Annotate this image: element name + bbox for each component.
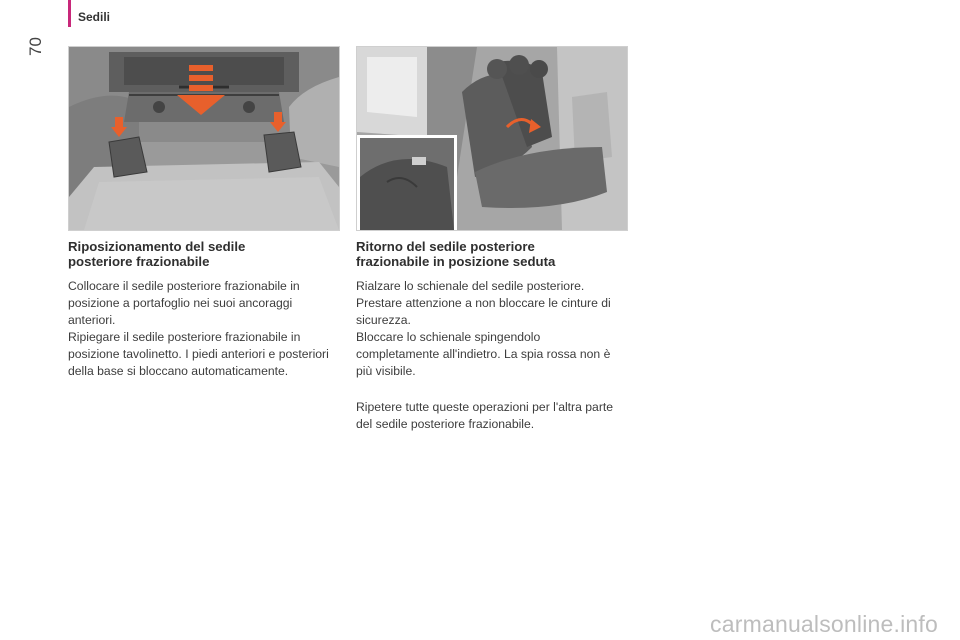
left-column	[68, 239, 338, 380]
section-accent-bar	[68, 0, 71, 27]
section-title: Sedili	[78, 10, 111, 24]
left-paragraph-1: Collocare il sedile posteriore frazionabile in posizione a portafoglio nei suoi ancoraggi anteriori.	[68, 279, 300, 327]
rear-seat-raise-illustration	[357, 47, 627, 230]
figure-seat-anchors	[68, 46, 340, 231]
left-heading	[68, 239, 338, 269]
right-paragraph-2: Bloccare lo schienale spingendolo completamente all'indietro. La spia rossa non è più visibile.	[356, 330, 611, 378]
folded-seat-anchor-illustration	[69, 47, 339, 230]
right-paragraph-1: Rialzare lo schienale del sedile posteriore. Prestare attenzione a non bloccare le cinture di sicurezza.	[356, 279, 611, 327]
right-heading-line1: Ritorno del sedile posteriore	[356, 239, 535, 254]
right-heading-line2: frazionabile in posizione seduta	[356, 254, 556, 269]
right-column	[356, 239, 626, 433]
left-heading-line1: Riposizionamento del sedile	[68, 239, 246, 254]
page-number: 70	[26, 37, 45, 56]
watermark: carmanualsonline.info	[710, 611, 938, 637]
right-heading	[356, 239, 626, 269]
left-paragraph-2: Ripiegare il sedile posteriore frazionabile in posizione tavolinetto. I piedi anteriori e posteriori della base si bloccano automaticamente.	[68, 330, 329, 378]
right-paragraph-3: Ripetere tutte queste operazioni per l'altra parte del sedile posteriore frazionabile.	[356, 400, 614, 431]
left-heading-line2: posteriore frazionabile	[68, 254, 210, 269]
figure-seat-raise	[356, 46, 628, 231]
